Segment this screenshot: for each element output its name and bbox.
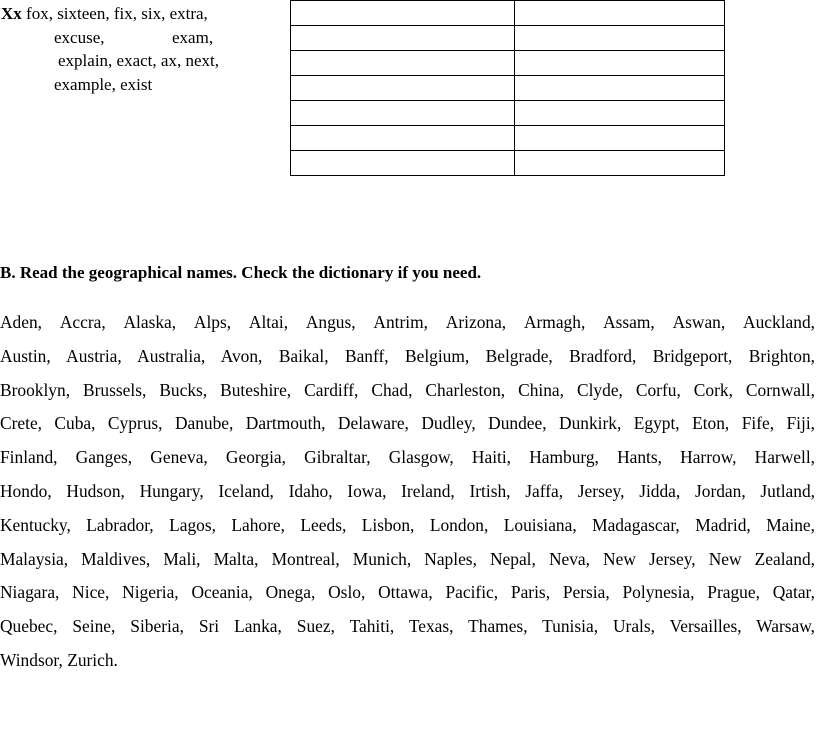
answer-cell[interactable]: [515, 76, 725, 101]
word-list-text: exam,: [172, 27, 214, 47]
answer-cell[interactable]: [291, 76, 515, 101]
names-line: Malaysia, Maldives, Mali, Malta, Montreal, Munich, Naples, Nepal, Neva, New Jersey, New Zealand,: [0, 548, 815, 569]
word-list-line-1: [1, 2, 281, 26]
answer-cell[interactable]: [291, 51, 515, 76]
table-row: [291, 126, 725, 151]
answer-cell[interactable]: [515, 1, 725, 26]
answer-cell[interactable]: [515, 26, 725, 51]
section-b-heading: B. Read the geographical names. Check the dictionary if you need.: [0, 263, 482, 282]
answer-cell[interactable]: [291, 126, 515, 151]
answer-cell[interactable]: [291, 26, 515, 51]
answer-cell[interactable]: [515, 151, 725, 176]
names-line: Finland, Ganges, Geneva, Georgia, Gibraltar, Glasgow, Haiti, Hamburg, Hants, Harrow, Harwell,: [0, 447, 815, 468]
answer-cell[interactable]: [291, 151, 515, 176]
answer-cell[interactable]: [291, 101, 515, 126]
table-row: [291, 151, 725, 176]
answer-cell[interactable]: [515, 101, 725, 126]
names-line: Crete, Cuba, Cyprus, Danube, Dartmouth, Delaware, Dudley, Dundee, Dunkirk, Egypt, Eton, Fife, Fiji,: [0, 413, 815, 434]
answer-cell[interactable]: [515, 51, 725, 76]
word-list-line-3: explain, exact, ax, next,: [58, 51, 219, 70]
table-row: [291, 1, 725, 26]
names-line: Kentucky, Labrador, Lagos, Lahore, Leeds, Lisbon, London, Louisiana, Madagascar, Madrid, Maine,: [0, 514, 815, 535]
word-list-line-2: [1, 26, 281, 50]
word-list-text: excuse,: [54, 27, 105, 47]
table-row: [291, 26, 725, 51]
names-line: Brooklyn, Brussels, Bucks, Buteshire, Cardiff, Chad, Charleston, China, Clyde, Corfu, Cork, Cornwall,: [0, 379, 815, 400]
geographical-names-paragraph: [0, 306, 815, 678]
names-line: Niagara, Nice, Nigeria, Oceania, Onega, Oslo, Ottawa, Pacific, Paris, Persia, Polynesia, Prague, Qatar,: [0, 582, 815, 603]
word-list-line-4: example, exist: [54, 74, 153, 94]
answer-cell[interactable]: [291, 1, 515, 26]
names-line: Austin, Austria, Australia, Avon, Baikal, Banff, Belgium, Belgrade, Bradford, Bridgeport, Brighton,: [0, 345, 815, 366]
letter-label: Xx: [1, 4, 22, 23]
names-line: Hondo, Hudson, Hungary, Iceland, Idaho, Iowa, Ireland, Irtish, Jaffa, Jersey, Jidda, Jordan, Jutland,: [0, 480, 815, 501]
table-row: [291, 51, 725, 76]
letter-xx-word-list: [1, 2, 281, 96]
table-row: [291, 76, 725, 101]
word-list-text: fox, sixteen, fix, six, extra,: [26, 4, 208, 23]
names-line: Aden, Accra, Alaska, Alps, Altai, Angus, Antrim, Arizona, Armagh, Assam, Aswan, Auckland,: [0, 312, 815, 332]
names-line: Quebec, Seine, Siberia, Sri Lanka, Suez, Tahiti, Texas, Thames, Tunisia, Urals, Versailles, Warsaw,: [0, 616, 815, 637]
answer-table: [290, 0, 725, 176]
names-line: Windsor, Zurich.: [0, 649, 118, 670]
table-row: [291, 101, 725, 126]
answer-cell[interactable]: [515, 126, 725, 151]
